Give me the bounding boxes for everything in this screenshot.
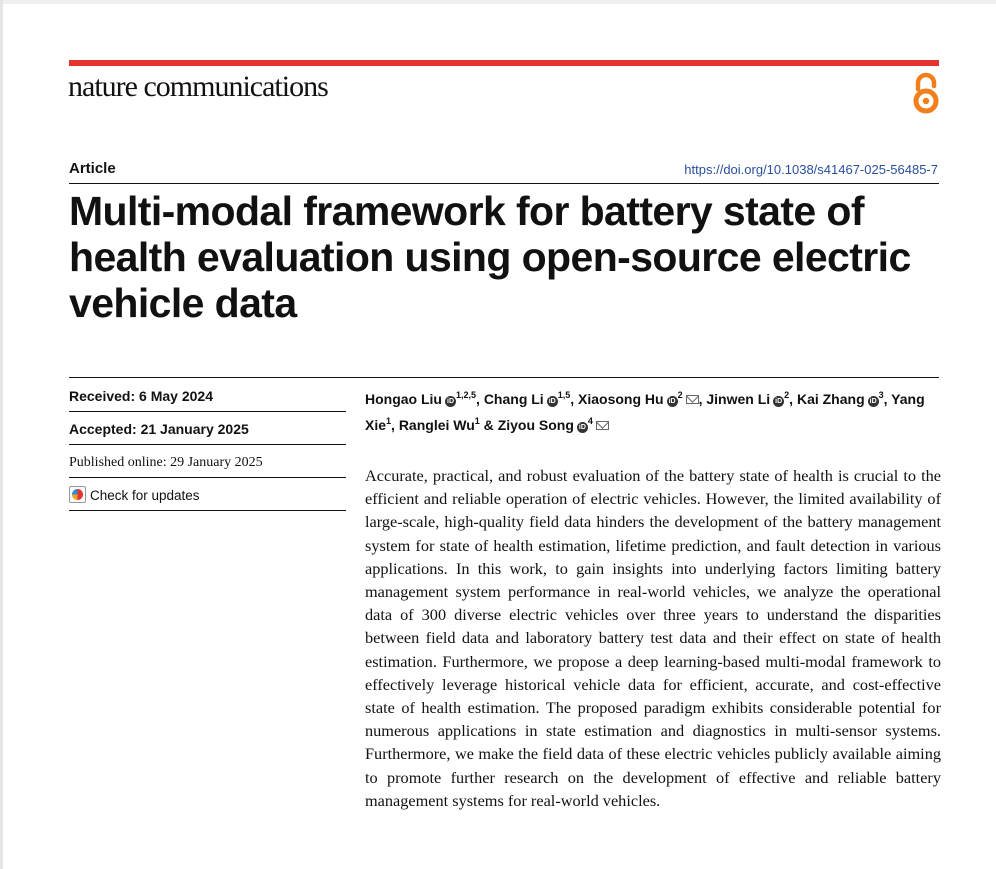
- author-separator: ,: [789, 391, 797, 407]
- author-affiliation: 1,5: [557, 390, 571, 400]
- author-name[interactable]: Chang Li: [483, 391, 544, 407]
- journal-accent-bar: [69, 60, 939, 66]
- open-access-icon: [911, 72, 941, 114]
- author-name[interactable]: Ranglei Wu: [398, 417, 475, 433]
- author-entry: [498, 417, 609, 433]
- author-affiliation: 2: [784, 390, 790, 400]
- author-name[interactable]: Hongao Liu: [365, 391, 442, 407]
- author-name[interactable]: Jinwen Li: [706, 391, 771, 407]
- author-separator: &: [479, 417, 498, 433]
- received-date: Received: 6 May 2024: [69, 388, 213, 404]
- author-entry: [365, 391, 484, 407]
- author-separator: ,: [698, 391, 707, 407]
- orcid-icon[interactable]: iD: [447, 398, 454, 405]
- accepted-rule: [69, 444, 346, 445]
- check-updates-icon: [69, 486, 86, 503]
- author-separator: ,: [883, 391, 892, 407]
- author-affiliation: 2: [677, 390, 683, 400]
- orcid-icon[interactable]: iD: [548, 398, 556, 405]
- author-separator: ,: [570, 391, 578, 407]
- email-icon[interactable]: [686, 395, 699, 404]
- article-title: Multi-modal framework for battery state of health evaluation using open-source electric vehicle data: [69, 188, 911, 326]
- doi-link[interactable]: https://doi.org/10.1038/s41467-025-56485-7: [684, 162, 938, 177]
- published-date: Published online: 29 January 2025: [69, 455, 263, 470]
- check-updates-label: Check for updates: [90, 488, 200, 503]
- check-for-updates[interactable]: [69, 486, 200, 505]
- journal-name: nature communications: [68, 70, 328, 103]
- abstract: Accurate, practical, and robust evaluation of the battery state of health is crucial to the efficient and reliable operation of electric vehicles. However, the limited availability of large-scale, high-quality field data hinders the development of the battery management system for state of health estimation, lifetime prediction, and fault detection in various applications. In this work, to gain insights into underlying factors limiting battery management system performance in real-world vehicles, we analyze the operational data of 300 diverse electric vehicles over three years to understand the disparities between field data and laboratory battery test data and their effect on state of health estimation. Furthermore, we propose a deep learning-based multi-modal framework to effectively leverage historical vehicle data for efficient, accurate, and cost-effective state of health estimation. The proposed paradigm exhibits considerable potential for numerous applications in state estimation and diagnostics in multi-sensor systems. Furthermore, we make the field data of these electric vehicles publicly available aiming to promote further research on the development of effective and reliable battery management systems for real-world vehicles.: [365, 466, 941, 810]
- accepted-date: Accepted: 21 January 2025: [69, 421, 249, 437]
- page-top-border: [0, 0, 996, 4]
- author-entry: [706, 391, 797, 407]
- author-name[interactable]: Kai Zhang: [796, 391, 865, 407]
- author-entry: [399, 417, 498, 433]
- author-entry: [484, 391, 578, 407]
- page-left-border: [0, 0, 3, 869]
- author-affiliation: 4: [587, 416, 593, 426]
- orcid-icon[interactable]: iD: [668, 398, 676, 405]
- article-type-label: Article: [69, 160, 116, 177]
- author-separator: ,: [391, 417, 399, 433]
- author-name[interactable]: Xiaosong Hu: [578, 391, 664, 407]
- author-affiliation: 1: [386, 416, 392, 426]
- author-name[interactable]: Ziyou Song: [497, 417, 574, 433]
- published-rule: [69, 477, 346, 478]
- orcid-icon[interactable]: iD: [775, 398, 783, 405]
- email-icon[interactable]: [596, 421, 609, 430]
- author-affiliation: 3: [878, 390, 884, 400]
- received-rule: [69, 411, 346, 412]
- author-affiliation: 1: [474, 416, 480, 426]
- orcid-icon[interactable]: iD: [578, 424, 586, 431]
- metadata-top-rule: [69, 377, 939, 378]
- orcid-icon[interactable]: iD: [869, 398, 877, 405]
- title-top-rule: [69, 183, 939, 184]
- author-entry: [578, 391, 706, 407]
- author-name[interactable]: Yang Xie: [365, 391, 925, 433]
- author-separator: ,: [476, 391, 484, 407]
- author-list: [365, 384, 945, 436]
- updates-rule: [69, 510, 346, 511]
- author-affiliation: 1,2,5: [456, 390, 477, 400]
- author-entry: [797, 391, 891, 407]
